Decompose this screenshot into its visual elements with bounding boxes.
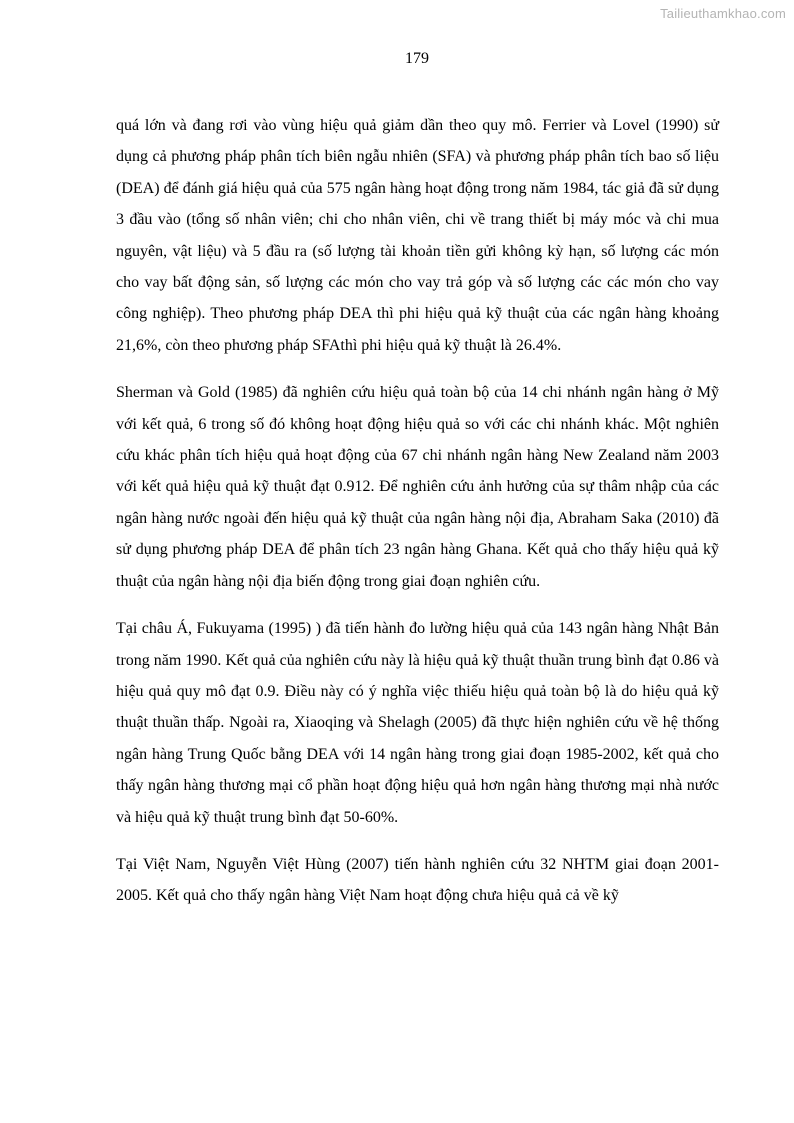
watermark-text: Tailieuthamkhao.com [660, 6, 786, 21]
paragraph-4: Tại Việt Nam, Nguyễn Việt Hùng (2007) tiến hành nghiên cứu 32 NHTM giai đoạn 2001-2005. Kết quả cho thấy ngân hàng Việt Nam hoạt động chưa hiệu quả cả về kỹ [116, 855, 719, 905]
paragraph-3: Tại châu Á, Fukuyama (1995) ) đã tiến hành đo lường hiệu quả của 143 ngân hàng Nhật Bản trong năm 1990. Kết quả của nghiên cứu này là hiệu quả kỹ thuật thuần trung bình đạt 0.86 và hiệu quả quy mô đạt 0.9. Điều này có ý nghĩa việc thiếu hiệu quả toàn bộ là do hiệu quả kỹ thuật thuần thấp. Ngoài ra, Xiaoqing và Shelagh (2005) đã thực hiện nghiên cứu về hệ thống ngân hàng Trung Quốc bằng DEA với 14 ngân hàng trong giai đoạn 1985-2002, kết quả cho thấy ngân hàng thương mại cổ phần hoạt động hiệu quả hơn ngân hàng thương mại nhà nước và hiệu quả kỹ thuật trung bình đạt 50-60%. [116, 620, 719, 826]
paragraph-1: quá lớn và đang rơi vào vùng hiệu quả giảm dần theo quy mô. Ferrier và Lovel (1990) sử dụng cả phương pháp phân tích biên ngẫu nhiên (SFA) và phương pháp phân tích bao số liệu (DEA) để đánh giá hiệu quả của 575 ngân hàng hoạt động trong năm 1984, tác giả đã sử dụng 3 đầu vào (tổng số nhân viên; chi cho nhân viên, chi về trang thiết bị máy móc và chi mua nguyên, vật liệu) và 5 đầu ra (số lượng tài khoản tiền gửi không kỳ hạn, số lượng các món cho vay bất động sản, số lượng các món cho vay trả góp và số lượng các các món cho vay công nghiệp). Theo phương pháp DEA thì phi hiệu quả kỹ thuật của các ngân hàng khoảng 21,6%, còn theo phương pháp SFAthì phi hiệu quả kỹ thuật là 26.4%. [116, 117, 719, 354]
document-body [116, 110, 719, 912]
paragraph-2: Sherman và Gold (1985) đã nghiên cứu hiệu quả toàn bộ của 14 chi nhánh ngân hàng ở Mỹ với kết quả, 6 trong số đó không hoạt động hiệu quả so với các chi nhánh khác. Một nghiên cứu khác phân tích hiệu quả hoạt động của 67 chi nhánh ngân hàng New Zealand năm 2003 với kết quả hiệu quả kỹ thuật đạt 0.912. Để nghiên cứu ảnh hưởng của sự thâm nhập của các ngân hàng nước ngoài đến hiệu quả kỹ thuật của ngân hàng nội địa, Abraham Saka (2010) đã sử dụng phương pháp DEA để phân tích 23 ngân hàng Ghana. Kết quả cho thấy hiệu quả kỹ thuật của ngân hàng nội địa biến động trong giai đoạn nghiên cứu. [116, 384, 719, 590]
page-number: 179 [405, 50, 429, 67]
